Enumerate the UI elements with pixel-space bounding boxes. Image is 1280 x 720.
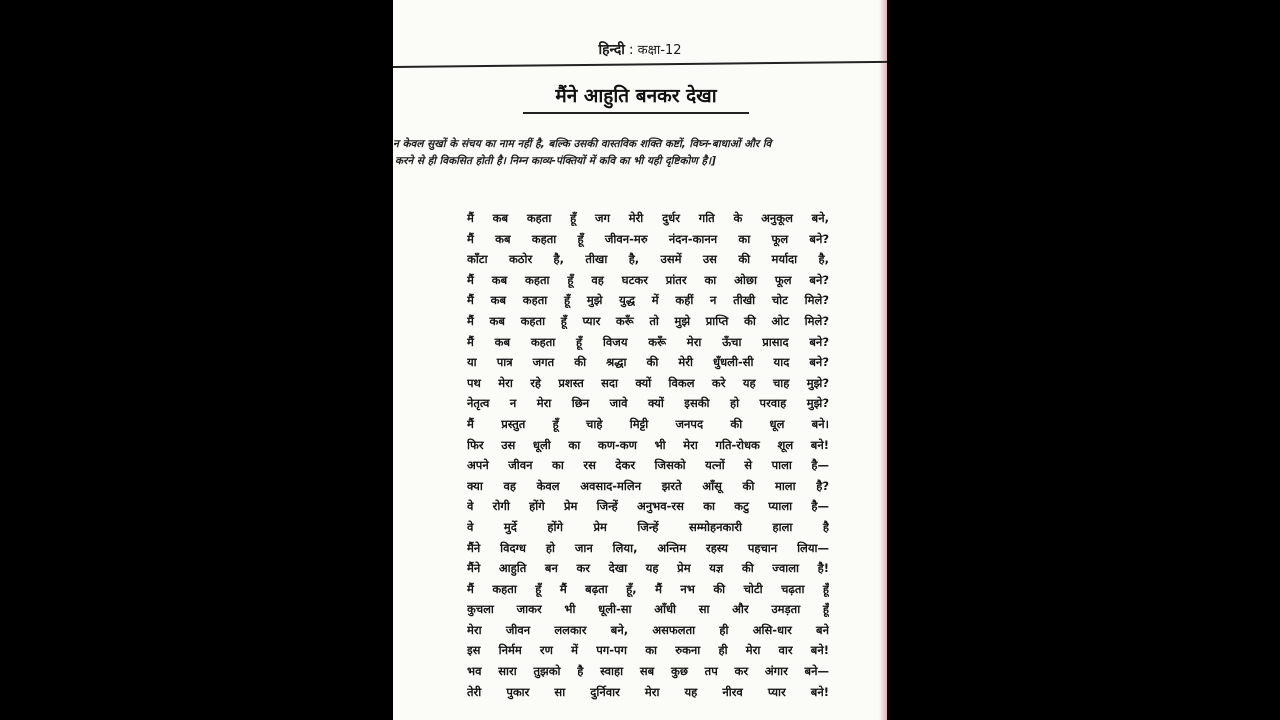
poem-line: मैं कब कहता हूँ जग मेरी दुर्धर गति के अनुकूल बने, — [467, 211, 829, 225]
poem-stanza — [467, 208, 829, 702]
poem-line: पथ मेरा रहे प्रशस्त सदा क्यों विकल करे यह चाह मुझे? — [467, 375, 829, 390]
header-separator: : — [628, 42, 634, 58]
poem-line: मैंने आहुति बन कर देखा यह प्रेम यज्ञ की ज्वाला है! — [467, 561, 829, 576]
subject-label: हिन्दी — [598, 42, 625, 58]
poem-line: मेरा जीवन ललकार बने, असफलता ही असि-धार बने — [467, 622, 829, 637]
poem-line: मैंने विदग्ध हो जान लिया, अन्तिम रहस्य पहचान लिया— — [467, 540, 829, 555]
intro-paragraph — [393, 136, 887, 170]
poem-line: अपने जीवन का रस देकर जिसको यत्नों से पाला है— — [467, 458, 829, 473]
poem-line: कुचला जाकर भी धूली-सा आँधी सा और उमड़ता हूँ — [467, 602, 829, 617]
running-header — [393, 40, 887, 59]
page-edge-shadow — [879, 0, 887, 720]
poem-line: मैं कब कहता हूँ प्यार करूँ तो मुझे प्राप्ति की ओट मिले? — [467, 313, 829, 328]
intro-line: न केवल सुखों के संचय का नाम नहीं है, बल्कि उसकी वास्तविक शक्ति कष्टों, विघ्न-बाधाओं और वि — [393, 138, 772, 150]
poem-line: तेरी पुकार सा दुर्निवार मेरा यह नीरव प्यार बने! — [467, 684, 829, 699]
poem-line: वे मुर्दे होंगे प्रेम जिन्हें सम्मोहनकारी हाला है — [467, 519, 829, 534]
poem-line: क्या वह केवल अवसाद-मलिन झरते आँसू की माला है? — [467, 478, 829, 493]
poem-line: फिर उस धूली का कण-कण भी मेरा गति-रोधक शूल बने! — [467, 437, 829, 452]
poem-line: या पात्र जगत की श्रद्धा की मेरी धुँधली-सी याद बने? — [467, 355, 829, 370]
book-page — [393, 0, 887, 720]
poem-line: मैं कब कहता हूँ विजय करूँ मेरा ऊँचा प्रासाद बने? — [467, 334, 829, 349]
poem-line: काँटा कठोर है, तीखा है, उसमें उस की मर्यादा है, — [467, 252, 829, 267]
poem-line: इस निर्मम रण में पग-पग का रुकना ही मेरा वार बने! — [467, 643, 829, 658]
poem-line: नेतृत्व न मेरा छिन जावे क्यों इसकी हो परवाह मुझे? — [467, 396, 829, 411]
poem-title: मैंने आहुति बनकर देखा — [523, 82, 749, 114]
poem-line: भव सारा तुझको है स्वाहा सब कुछ तप कर अंगार बने— — [467, 664, 829, 679]
intro-line: करने से ही विकसित होती है। निम्न काव्य-पंक्तियों में कवि का भी यही दृष्टिकोण है।] — [395, 155, 716, 167]
poem-line: वे रोगी होंगे प्रेम जिन्हें अनुभव-रस का कटु प्याला है— — [467, 499, 829, 514]
poem-line: मैं कहता हूँ मैं बढ़ता हूँ, मैं नभ की चोटी चढ़ता हूँ — [467, 581, 829, 596]
header-rule — [393, 61, 887, 68]
poem-line: मैं कब कहता हूँ वह घटकर प्रांतर का ओछा फूल बने? — [467, 272, 829, 287]
poem-line: मैं कब कहता हूँ जीवन-मरु नंदन-कानन का फूल बने? — [467, 231, 829, 246]
class-label: कक्षा-12 — [637, 43, 682, 58]
poem-line: मैं कब कहता हूँ मुझे युद्ध में कहीं न तीखी चोट मिले? — [467, 293, 829, 308]
poem-line: मैं प्रस्तुत हूँ चाहे मिट्टी जनपद की धूल बने। — [467, 416, 829, 431]
